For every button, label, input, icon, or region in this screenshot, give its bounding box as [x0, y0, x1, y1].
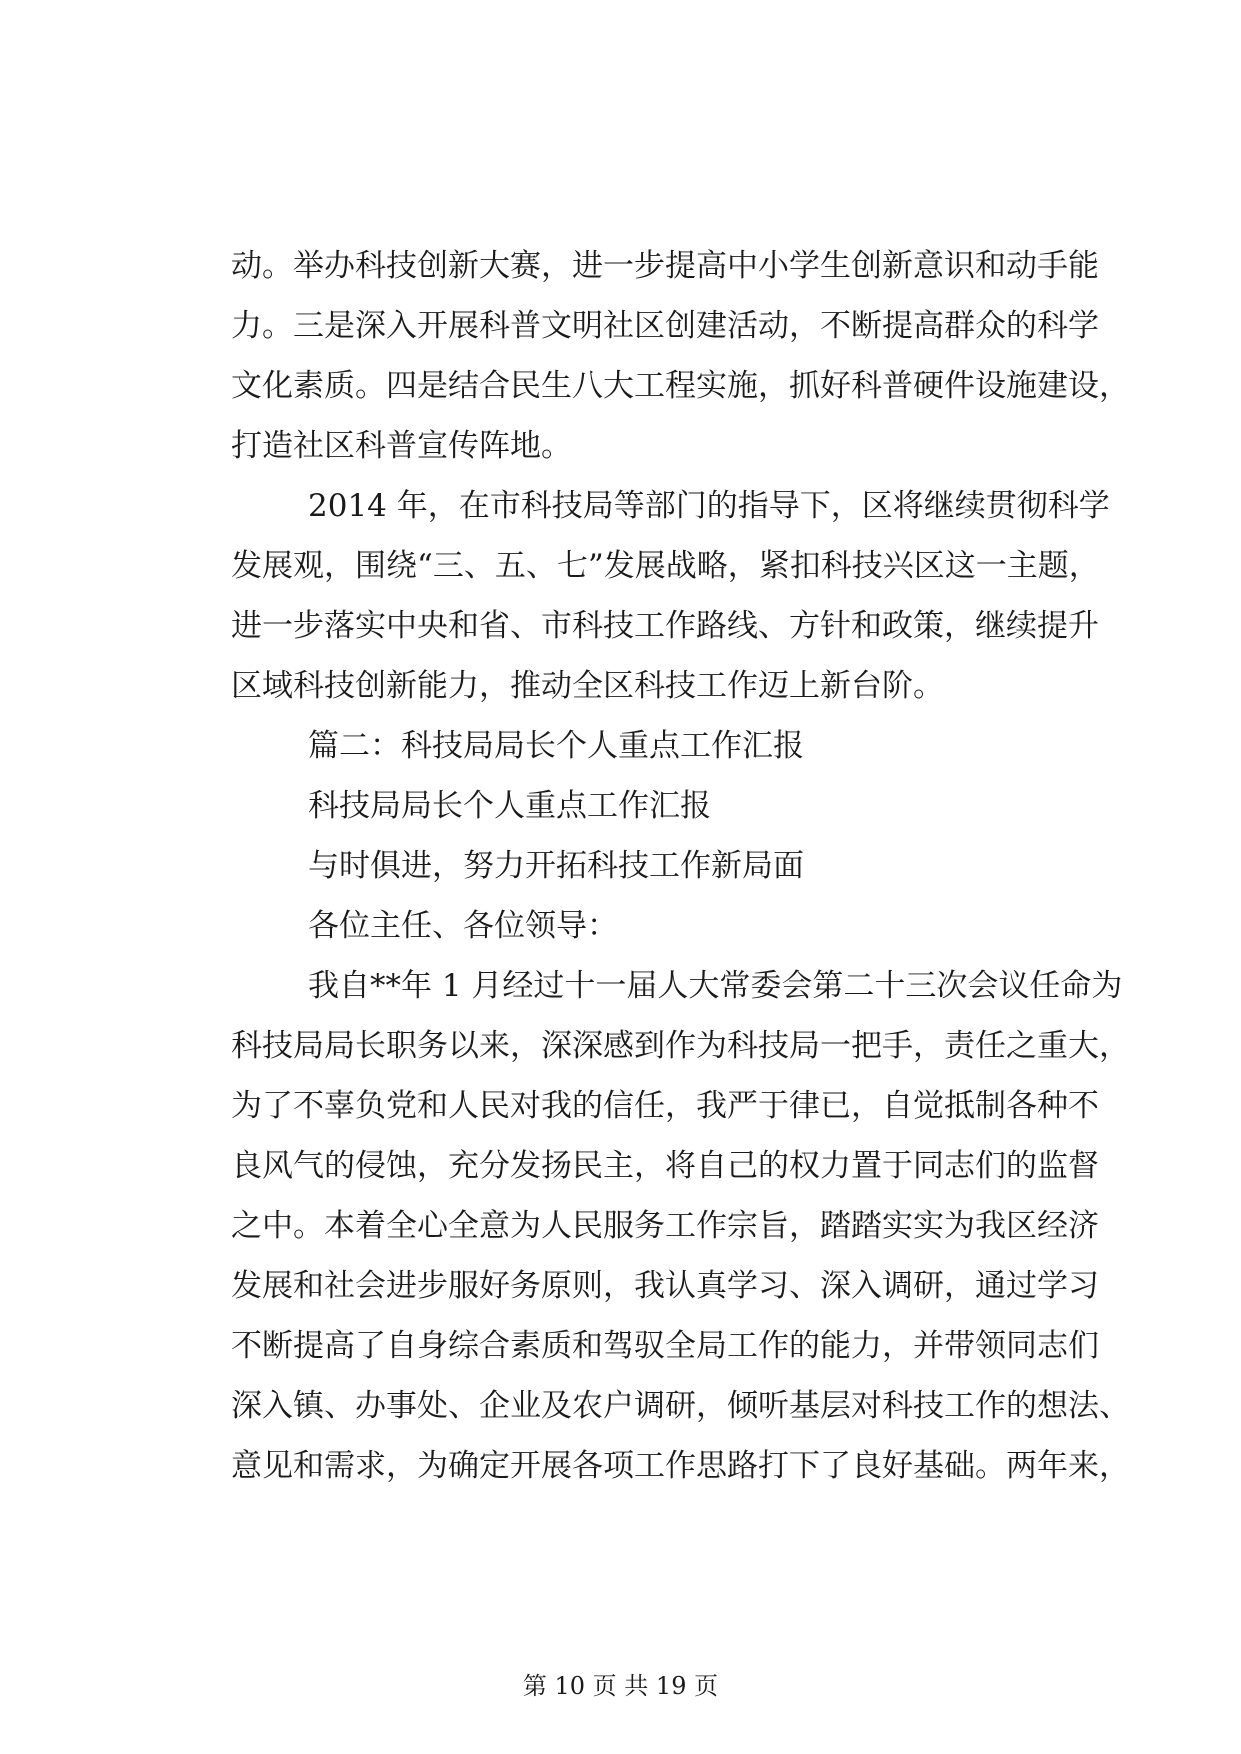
text-line: 动。举办科技创新大赛，进一步提高中小学生创新意识和动手能: [231, 248, 1099, 284]
text-line: 为了不辜负党和人民对我的信任，我严于律已，自觉抵制各种不: [231, 1088, 1099, 1124]
paragraph-start-line: 我自**年 1 月经过十一届人大常委会第二十三次会议任命为: [308, 968, 1123, 1004]
text-line: 深入镇、办事处、企业及农户调研，倾听基层对科技工作的想法、: [231, 1388, 1130, 1424]
page-number-footer: 第 10 页 共 19 页: [522, 1672, 719, 1700]
section-heading: 篇二：科技局局长个人重点工作汇报: [308, 728, 804, 764]
report-subtitle: 与时俱进，努力开拓科技工作新局面: [308, 848, 804, 884]
text-line: 不断提高了自身综合素质和驾驭全局工作的能力，并带领同志们: [231, 1328, 1099, 1364]
text-line: 发展和社会进步服好务原则，我认真学习、深入调研，通过学习: [231, 1268, 1099, 1304]
paragraph-start-line: 2014 年，在市科技局等部门的指导下，区将继续贯彻科学: [308, 488, 1110, 524]
text-line: 力。三是深入开展科普文明社区创建活动，不断提高群众的科学: [231, 308, 1099, 344]
text-line: 意见和需求，为确定开展各项工作思路打下了良好基础。两年来，: [231, 1448, 1130, 1484]
text-line: 良风气的侵蚀，充分发扬民主，将自己的权力置于同志们的监督: [231, 1148, 1099, 1184]
text-line: 进一步落实中央和省、市科技工作路线、方针和政策，继续提升: [231, 608, 1099, 644]
text-line: 科技局局长职务以来，深深感到作为科技局一把手，责任之重大，: [231, 1028, 1130, 1064]
text-line: 之中。本着全心全意为人民服务工作宗旨，踏踏实实为我区经济: [231, 1208, 1099, 1244]
text-line: 打造社区科普宣传阵地。: [231, 428, 572, 464]
salutation: 各位主任、各位领导：: [308, 908, 618, 944]
report-title: 科技局局长个人重点工作汇报: [308, 788, 711, 824]
text-line: 发展观，围绕“三、五、七”发展战略，紧扣科技兴区这一主题，: [231, 548, 1100, 584]
body-text: [231, 236, 1130, 1496]
text-line: 文化素质。四是结合民生八大工程实施，抓好科普硬件设施建设，: [231, 368, 1130, 404]
text-line: 区域科技创新能力，推动全区科技工作迈上新台阶。: [231, 668, 944, 704]
